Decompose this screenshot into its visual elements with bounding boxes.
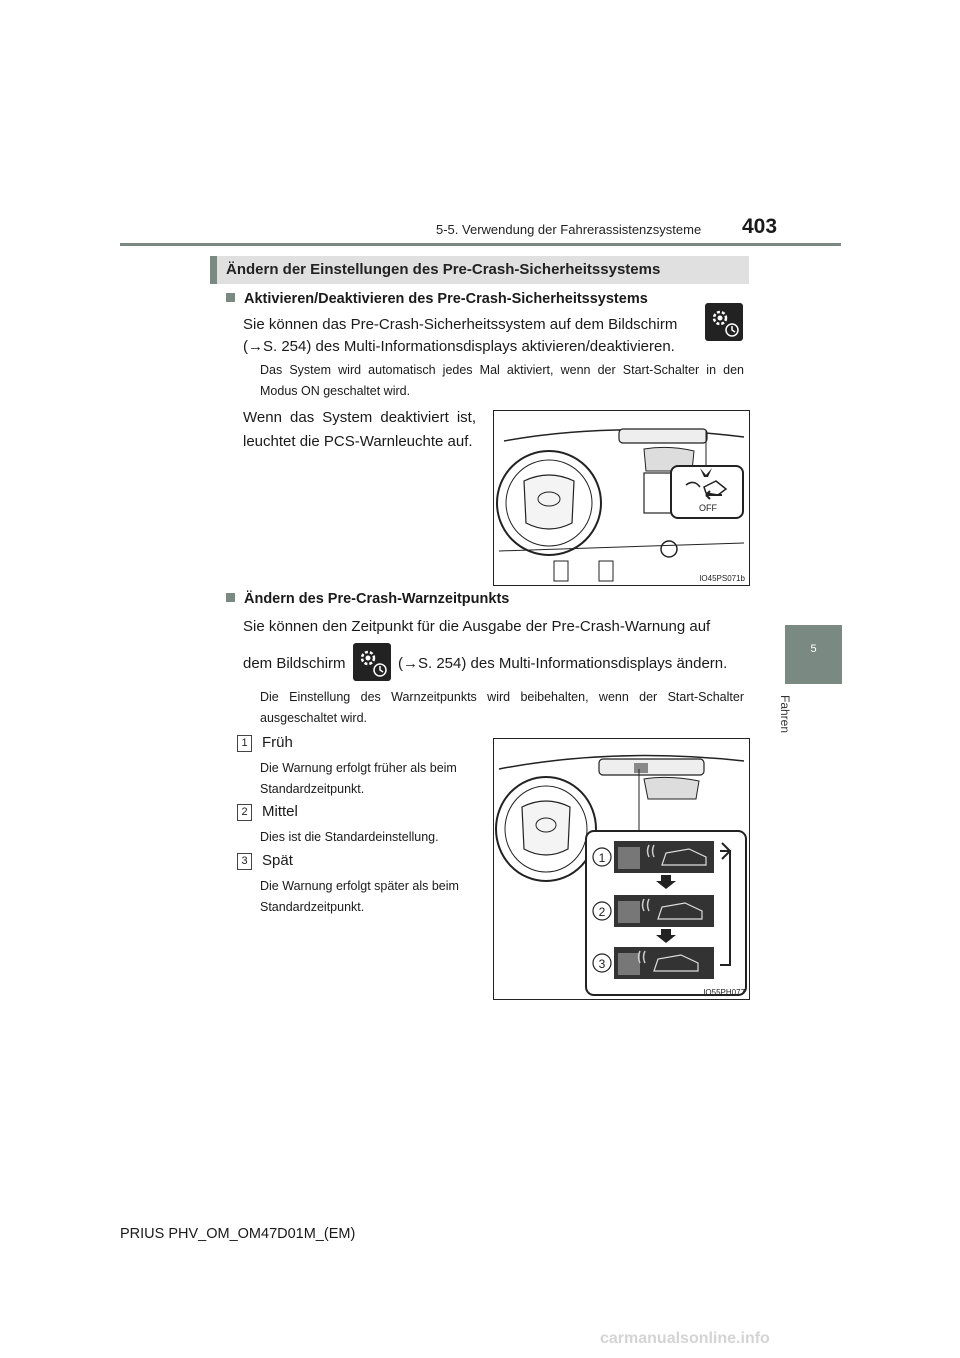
dashboard-illustration	[494, 411, 749, 585]
pcs-settings-icon	[353, 643, 391, 681]
square-bullet-icon	[226, 593, 235, 602]
activate-line1: Sie können das Pre-Crash-Sicherheitssystem auf dem Bildschirm	[243, 316, 678, 333]
warning-timing-figure	[493, 738, 750, 1000]
panel-number-1: 1	[598, 851, 606, 865]
item-label: Spät	[262, 852, 293, 869]
item-desc: Die Warnung erfolgt früher als beim Standardzeitpunkt.	[260, 761, 457, 796]
section-heading-bar	[210, 256, 217, 284]
item-number: 2	[237, 804, 252, 821]
timing-line1: Sie können den Zeitpunkt für die Ausgabe der Pre-Crash-Warnung auf	[243, 618, 711, 635]
header-rule	[120, 243, 841, 246]
pcs-warning-light-figure	[493, 410, 750, 586]
chapter-header: 5-5. Verwendung der Fahrerassistenzsysteme	[436, 222, 702, 237]
item-early	[237, 734, 293, 752]
watermark: carmanualsonline.info	[600, 1330, 770, 1347]
chapter-tab-number: 5	[810, 643, 817, 655]
activate-line2: (→S. 254) des Multi-Informationsdisplays aktivieren/deaktivieren.	[243, 338, 675, 355]
subheading-timing-text: Ändern des Pre-Crash-Warnzeitpunkts	[244, 591, 510, 607]
timing-illustration	[494, 739, 749, 999]
activate-note: Das System wird automatisch jedes Mal aktiviert, wenn der Start-Schalter in den Modus ON geschaltet wird.	[260, 363, 744, 398]
warning-light-text: Wenn das System deaktiviert ist, leuchtet die PCS-Warnleuchte auf.	[243, 409, 476, 450]
subheading-activate-text: Aktivieren/Deaktivieren des Pre-Crash-Sicherheitssystems	[244, 291, 648, 307]
item-desc: Die Warnung erfolgt später als beim Standardzeitpunkt.	[260, 879, 459, 914]
section-heading	[210, 256, 749, 284]
subheading-timing	[226, 591, 509, 607]
timing-note: Die Einstellung des Warnzeitpunkts wird beibehalten, wenn der Start-Schalter ausgeschaltet wird.	[260, 690, 744, 725]
item-late	[237, 852, 293, 870]
section-heading-text: Ändern der Einstellungen des Pre-Crash-Sicherheitssystems	[226, 261, 661, 278]
figure-code-1: IO45PS071b	[699, 574, 745, 583]
timing-line2-pre: dem Bildschirm	[243, 655, 346, 672]
item-desc: Dies ist die Standardeinstellung.	[260, 830, 439, 844]
chapter-tab-label: Fahren	[778, 695, 792, 734]
panel-number-2: 2	[598, 905, 606, 919]
item-label: Mittel	[262, 803, 298, 820]
item-medium	[237, 803, 298, 821]
item-number: 1	[237, 735, 252, 752]
off-label: OFF	[699, 503, 717, 513]
timing-line2-post: (→S. 254) des Multi-Informationsdisplays ändern.	[398, 655, 728, 672]
figure-code-2: IO55PH077	[703, 988, 745, 997]
document-footer: PRIUS PHV_OM_OM47D01M_(EM)	[120, 1226, 356, 1242]
subheading-activate	[226, 291, 648, 307]
item-number: 3	[237, 853, 252, 870]
page-number: 403	[742, 215, 778, 238]
square-bullet-icon	[226, 293, 235, 302]
panel-number-3: 3	[598, 957, 606, 971]
item-label: Früh	[262, 734, 293, 751]
